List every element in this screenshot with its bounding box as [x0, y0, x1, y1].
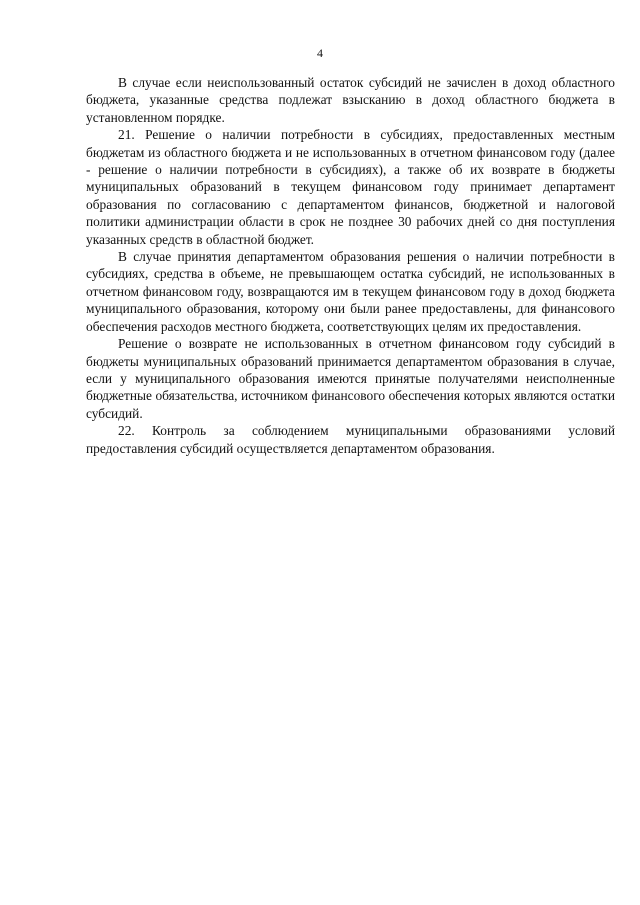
- page-number: 4: [317, 46, 323, 60]
- paragraph-unused-balance-recovery: В случае если неиспользованный остаток субсидий не зачислен в доход областного бюджета, указанные средства подлежат взысканию в доход областного бюджета в установленном порядке.: [86, 75, 615, 125]
- paragraph-21-need-decision: 21. Решение о наличии потребности в субсидиях, предоставленных местным бюджетам из областного бюджета и не использованных в отчетном финансовом году (далее - решение о наличии потребности в субсидиях), а также об их возврате в бюджеты муниципальных образований в текущем финансовом году принимает департамент образования по согласованию с департаментом финансов, бюджетной и налоговой политики администрации области в срок не позднее 30 рабочих дней со дня поступления указанных средств в областной бюджет.: [86, 127, 615, 247]
- paragraph-return-of-funds: В случае принятия департаментом образования решения о наличии потребности в субсидиях, средства в объеме, не превышающем остатка субсидий, не использованных в отчетном финансовом году, возвращаются им в текущем финансовом году в доход бюджета муниципального образования, которому они были ранее предоставлены, для финансового обеспечения расходов местного бюджета, соответствующих целям их предоставления.: [86, 249, 615, 334]
- paragraph-22-control: 22. Контроль за соблюдением муниципальными образованиями условий предоставления субсидий осуществляется департаментом образования.: [86, 423, 615, 456]
- paragraph-return-decision-conditions: Решение о возврате не использованных в отчетном финансовом году субсидий в бюджеты муниципальных образований принимается департаментом образования в случае, если у муниципального образования имеются принятые получателями неисполненные бюджетные обязательства, источником финансового обеспечения которых являются остатки субсидий.: [86, 336, 615, 421]
- document-body: [86, 74, 615, 457]
